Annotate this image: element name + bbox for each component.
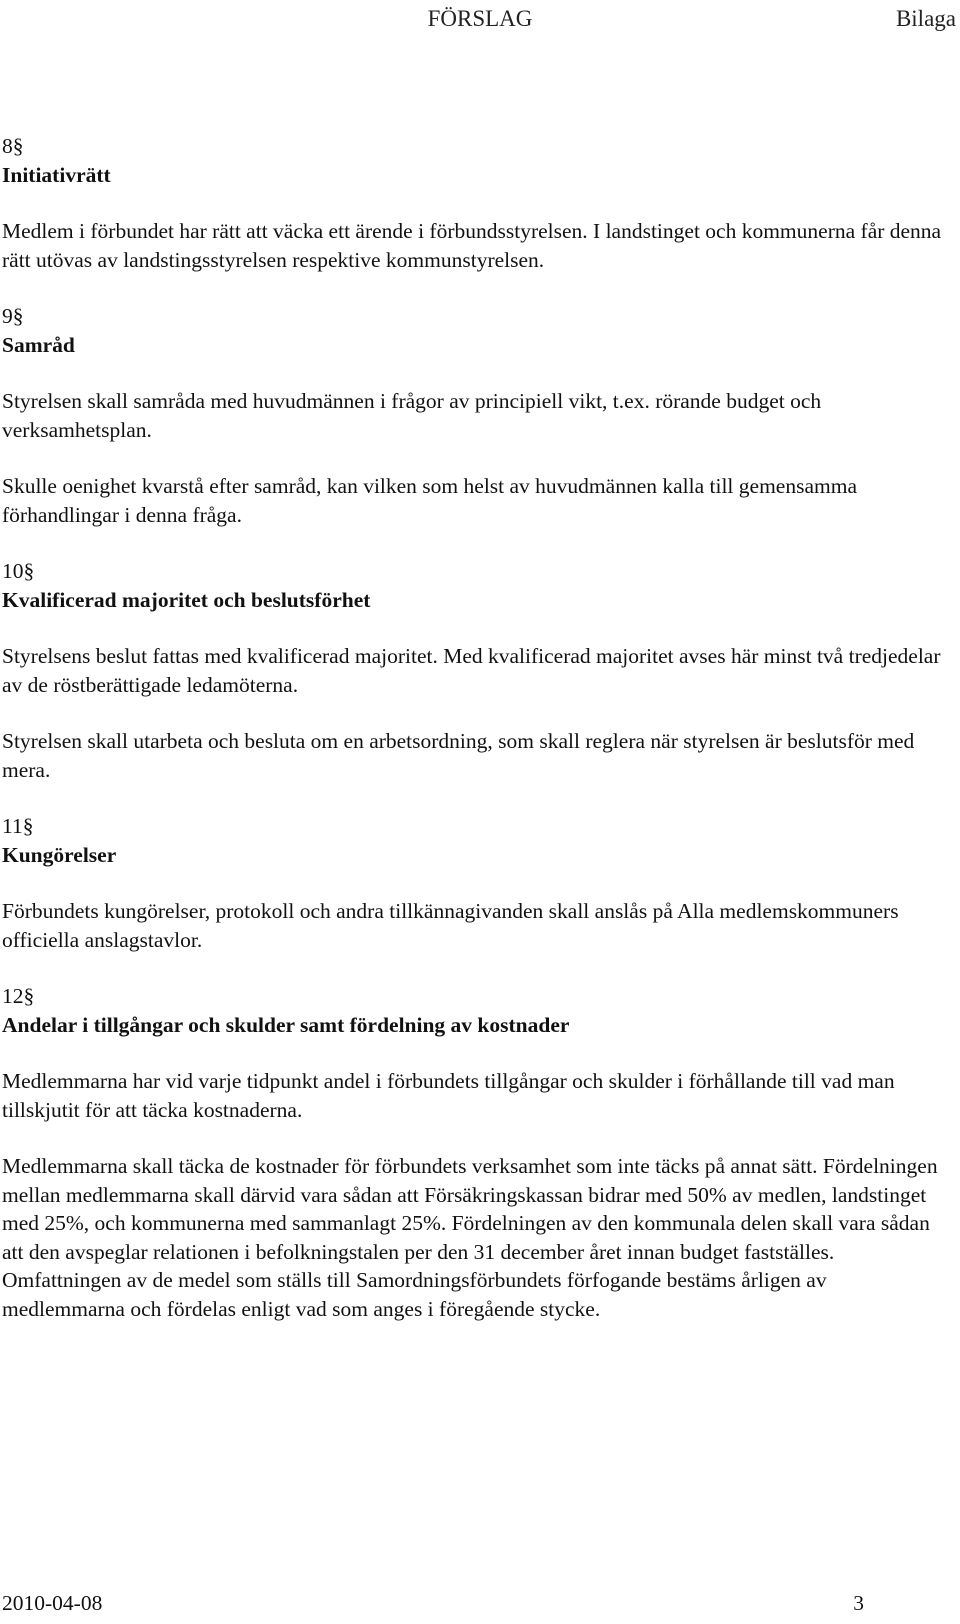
page-header: [0, 4, 960, 34]
header-status: FÖRSLAG: [427, 6, 533, 31]
section-number: 12§: [2, 984, 35, 1008]
paragraph: Styrelsens beslut fattas med kvalificerad majoritet. Med kvalificerad majoritet avses här minst två tredjedelar av de röstberättigade ledamöterna.: [2, 644, 941, 697]
section-12: [2, 982, 942, 1323]
paragraph: Medlemmarna har vid varje tidpunkt andel i förbundets tillgångar och skulder i förhållande till vad man tillskjutit för att täcka kostnaderna.: [2, 1069, 895, 1122]
section-title: Andelar i tillgångar och skulder samt fördelning av kostnader: [2, 1012, 570, 1037]
section-number: 8§: [2, 134, 24, 158]
paragraph: Styrelsen skall utarbeta och besluta om en arbetsordning, som skall reglera när styrelsen är beslutsför med mera.: [2, 729, 915, 782]
paragraph: Skulle oenighet kvarstå efter samråd, kan vilken som helst av huvudmännen kalla till gemensamma förhandlingar i denna fråga.: [2, 474, 857, 527]
section-title: Kungörelser: [2, 842, 117, 867]
section-number: 11§: [2, 814, 34, 838]
document-body: [2, 132, 942, 1351]
header-label: Bilaga: [895, 6, 956, 31]
paragraph: Styrelsen skall samråda med huvudmännen i frågor av principiell vikt, t.ex. rörande budget och verksamhetsplan.: [2, 389, 822, 442]
paragraph: Förbundets kungörelser, protokoll och andra tillkännagivanden skall anslås på Alla medlemskommuners officiella anslagstavlor.: [2, 899, 899, 952]
section-number: 10§: [2, 559, 35, 583]
section-9: [2, 302, 942, 529]
section-11: [2, 812, 942, 954]
section-title: Initiativrätt: [2, 162, 111, 187]
section-title: Samråd: [2, 332, 75, 357]
page-number: 3: [853, 1591, 864, 1615]
paragraph: Medlemmarna skall täcka de kostnader för förbundets verksamhet som inte täcks på annat sätt. Fördelningen mellan medlemmarna skall därvid vara sådan att Försäkringskassan bidrar med 50% av medlen, landstinget med 25%, och kommunerna med sammanlagt 25%. Fördelningen av den kommunala delen skall vara sådan att den avspeglar relationen i befolkningstalen per den 31 december året innan budget fastställes.: [2, 1154, 938, 1264]
section-title: Kvalificerad majoritet och beslutsförhet: [2, 587, 371, 612]
page-footer: [0, 1588, 960, 1618]
section-number: 9§: [2, 304, 24, 328]
section-10: [2, 557, 942, 784]
paragraph: Medlem i förbundet har rätt att väcka ett ärende i förbundsstyrelsen. I landstinget och kommunerna får denna rätt utövas av landstingsstyrelsen respektive kommunstyrelsen.: [2, 219, 942, 272]
paragraph: Omfattningen av de medel som ställs till Samordningsförbundets förfogande bestäms årligen av medlemmarna och fördelas enligt vad som anges i föregående stycke.: [2, 1268, 827, 1321]
section-8: [2, 132, 942, 274]
footer-date: 2010-04-08: [2, 1591, 103, 1615]
